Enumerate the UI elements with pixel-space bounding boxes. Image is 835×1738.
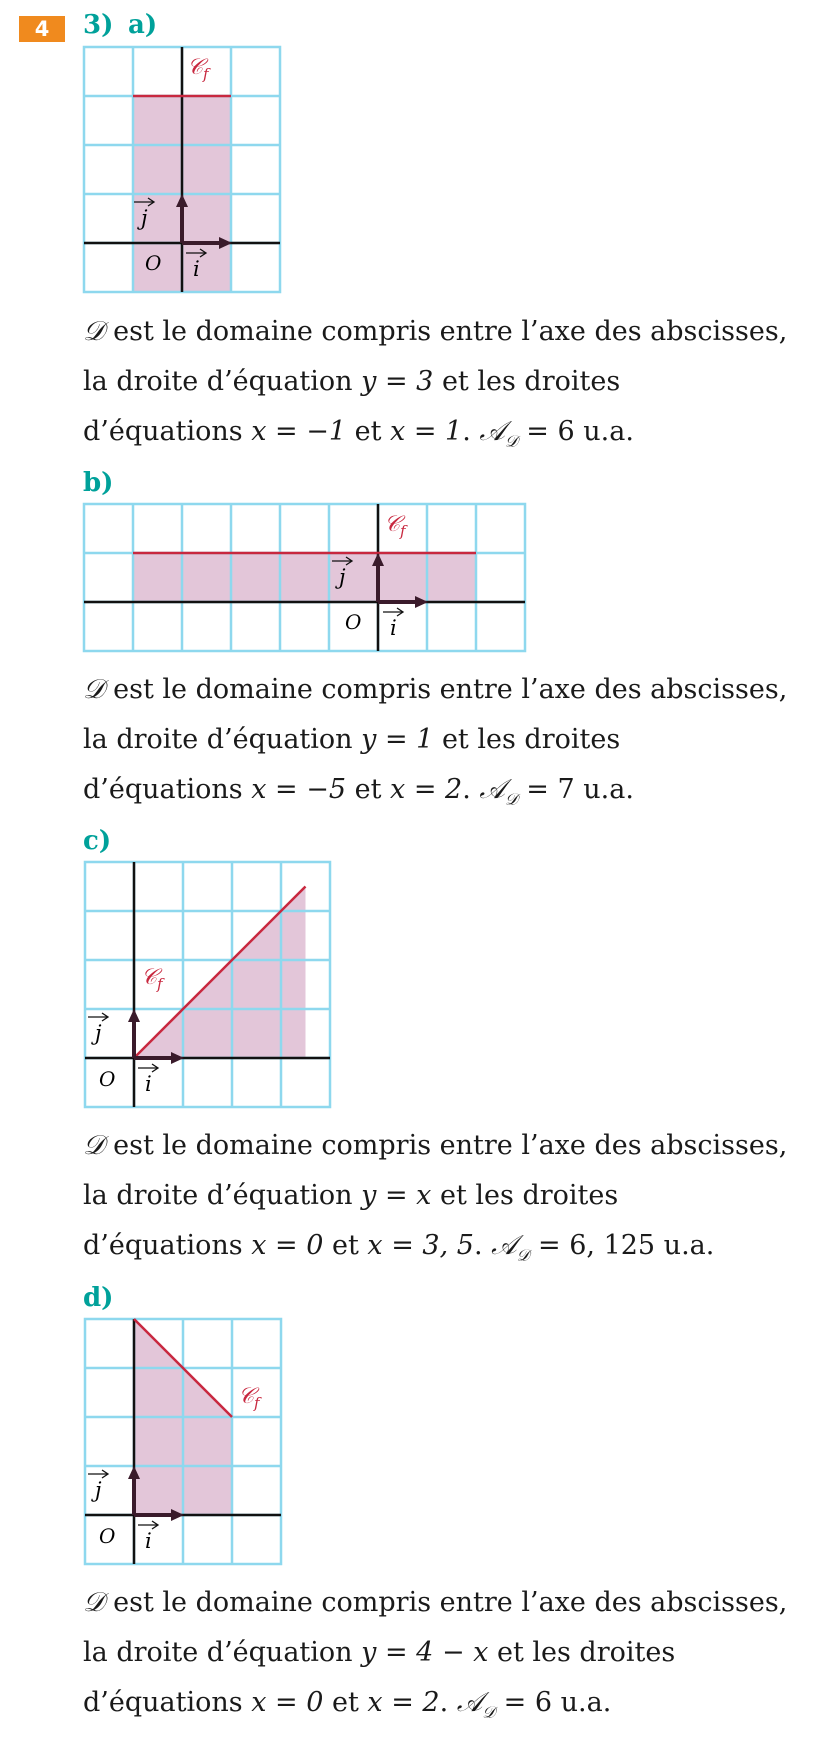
i-label-arrow	[138, 1521, 158, 1529]
domain-shading	[133, 553, 477, 602]
j-label: j	[141, 206, 148, 230]
j-label-arrow	[88, 1013, 108, 1021]
line-3: d’équations x = 0 et x = 2. 𝒜$_𝒟$ = 6 u.a.	[83, 1687, 612, 1722]
i-label-arrow	[383, 608, 403, 616]
figure-d	[84, 1319, 284, 1569]
origin-label: O	[145, 251, 162, 275]
origin-label: O	[99, 1524, 116, 1548]
line-3: d’équations x = −1 et x = 1. 𝒜$_𝒟$ = 6 u.a.	[83, 416, 634, 451]
curve-label: 𝒞$_f$	[384, 512, 406, 540]
i-label: i	[390, 616, 397, 640]
line-2: la droite d’équation y = 4 − x et les droites	[83, 1637, 676, 1668]
part-b-label: b)	[83, 468, 114, 498]
description-d	[83, 1578, 787, 1737]
line-3: d’équations x = −5 et x = 2. 𝒜$_𝒟$ = 7 u.a.	[83, 774, 634, 809]
line-1: 𝒟 est le domaine compris entre l’axe des abscisses,	[83, 1587, 788, 1618]
part-d-label: d)	[83, 1283, 114, 1313]
vector-j	[128, 1009, 140, 1058]
curve-label: 𝒞$_f$	[187, 55, 209, 83]
origin-label: O	[99, 1067, 116, 1091]
j-label-arrow	[88, 1470, 108, 1478]
line-1: 𝒟 est le domaine compris entre l’axe des abscisses,	[83, 316, 788, 347]
line-2: la droite d’équation y = 1 et les droites	[83, 724, 621, 755]
description-b	[83, 665, 787, 824]
line-3: d’équations x = 0 et x = 3, 5. 𝒜$_𝒟$ = 6, 125 u.a.	[83, 1230, 715, 1265]
exercise-number-badge: 4	[19, 16, 65, 42]
i-label: i	[145, 1072, 152, 1096]
j-label: j	[95, 1478, 102, 1502]
line-1: 𝒟 est le domaine compris entre l’axe des abscisses,	[83, 674, 788, 705]
figure-c	[84, 862, 334, 1112]
origin-label: O	[345, 610, 362, 634]
curve-label: 𝒞$_f$	[238, 1384, 260, 1412]
i-label: i	[145, 1529, 152, 1553]
figure-b	[83, 504, 528, 654]
figure-a	[83, 47, 283, 295]
part-c-label: c)	[83, 826, 112, 856]
line-2: la droite d’équation y = x et les droites	[83, 1180, 619, 1211]
i-label: i	[193, 257, 200, 281]
i-label-arrow	[138, 1064, 158, 1072]
line-2: la droite d’équation y = 3 et les droites	[83, 366, 621, 397]
j-label: j	[339, 565, 346, 589]
description-a	[83, 307, 787, 466]
part-a-label: a)	[128, 10, 158, 40]
line-1: 𝒟 est le domaine compris entre l’axe des abscisses,	[83, 1130, 788, 1161]
curve-label: 𝒞$_f$	[141, 965, 163, 993]
j-label: j	[95, 1021, 102, 1045]
question-label: 3)	[83, 10, 114, 40]
description-c	[83, 1121, 787, 1280]
